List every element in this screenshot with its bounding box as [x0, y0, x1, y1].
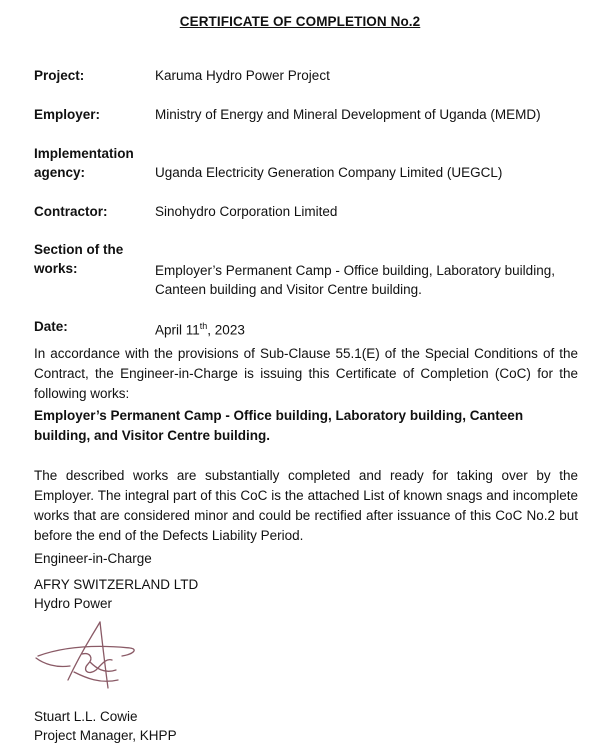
implementation-label-line2: agency: [34, 165, 86, 180]
signatory-name: Stuart L.L. Cowie [34, 709, 138, 724]
date-suffix: , 2023 [207, 322, 245, 338]
date-prefix: April 11 [155, 322, 200, 338]
works-description: Employer’s Permanent Camp - Office building, Laboratory building, Canteen building, and Visitor Centre building. [34, 408, 524, 443]
project-label: Project: [34, 68, 85, 83]
date-superscript: th [199, 321, 208, 331]
completion-paragraph: The described works are substantially completed and ready for taking over by the Employer. The integral part of this CoC is the attached List of known snags and incomplete works that are considered minor and could be rectified after issuance of this CoC No.2 but before the end of the Defects Liability Period. [34, 468, 578, 543]
employer-label: Employer: [34, 107, 101, 122]
signatory-position: Project Manager, KHPP [34, 728, 177, 743]
section-value-line1: Employer’s Permanent Camp - Office building, Laboratory building, [155, 263, 555, 278]
project-value: Karuma Hydro Power Project [155, 68, 330, 83]
section-label-line1: Section of the [34, 242, 124, 257]
contractor-label: Contractor: [34, 204, 108, 219]
implementation-value: Uganda Electricity Generation Company Limited (UEGCL) [155, 165, 503, 180]
section-label-line2: works: [34, 261, 78, 276]
section-value-line2: Canteen building and Visitor Centre building. [155, 282, 422, 297]
implementation-label-line1: Implementation [34, 146, 134, 161]
date-value [155, 317, 245, 340]
intro-paragraph: In accordance with the provisions of Sub-Clause 55.1(E) of the Special Conditions of the Contract, the Engineer-in-Charge is issuing this Certificate of Completion (CoC) for the following works: [34, 346, 578, 401]
company-division: Hydro Power [34, 596, 113, 611]
date-label: Date: [34, 319, 68, 334]
engineer-role: Engineer-in-Charge [34, 551, 152, 566]
certificate-title: CERTIFICATE OF COMPLETION No.2 [179, 14, 421, 29]
contractor-value: Sinohydro Corporation Limited [155, 204, 338, 219]
handwritten-signature [30, 618, 140, 693]
employer-value: Ministry of Energy and Mineral Development of Uganda (MEMD) [155, 107, 541, 122]
company-name: AFRY SWITZERLAND LTD [34, 577, 199, 592]
